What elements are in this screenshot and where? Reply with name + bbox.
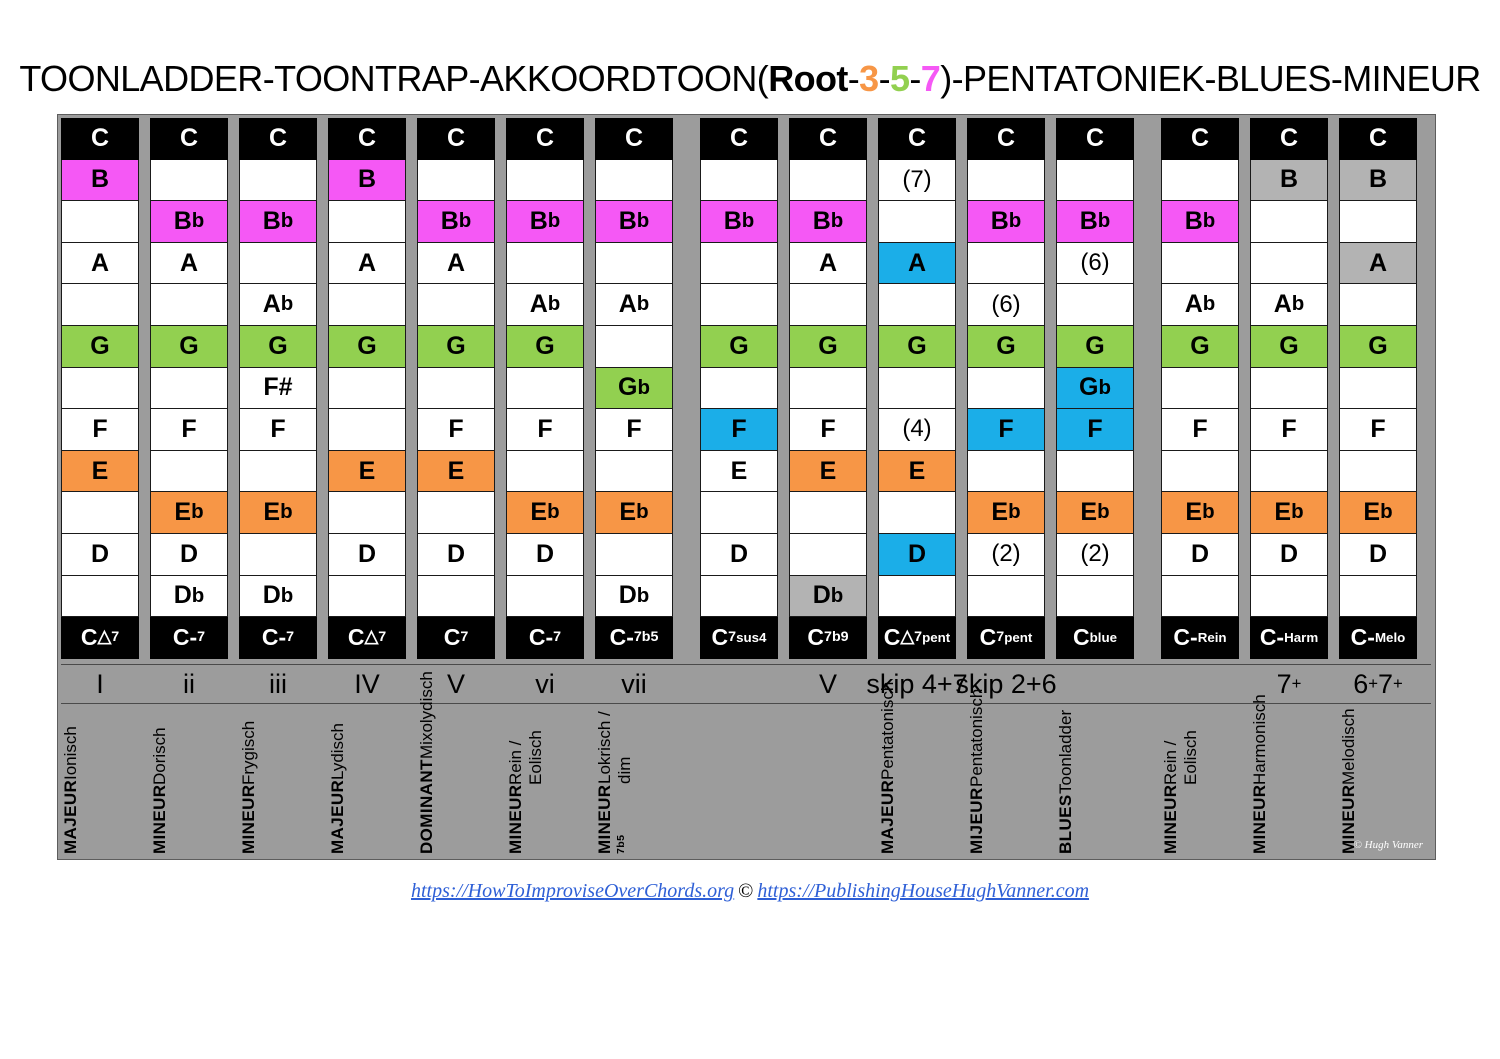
note-cell-Gb	[506, 368, 584, 410]
note-cell-E: E	[789, 451, 867, 493]
note-cell-D: D	[61, 534, 139, 576]
note-cell-F: F	[1250, 409, 1328, 451]
note-cell-F	[328, 409, 406, 451]
column-root-header: C	[239, 118, 317, 160]
scale-column-2	[150, 118, 228, 661]
note-cell-Gb: G b	[1056, 368, 1134, 410]
title-degree-5: 5	[889, 58, 910, 99]
title-dash-1: -	[847, 58, 860, 99]
note-cell-Eb	[789, 492, 867, 534]
note-cell-Db: D b	[595, 576, 673, 618]
column-root-header: C	[417, 118, 495, 160]
scale-column-3	[239, 118, 317, 661]
scale-column-5	[417, 118, 495, 661]
legend-column-11	[967, 689, 1056, 854]
note-cell-Bb: B b	[595, 201, 673, 243]
note-cell-Eb: E b	[150, 492, 228, 534]
scale-column-9	[789, 118, 867, 661]
note-cell-Db	[328, 576, 406, 618]
note-cell-F: F	[61, 409, 139, 451]
note-cell-Bb: B b	[1161, 201, 1239, 243]
note-cell-A: A	[61, 243, 139, 285]
chord-label: C- Harm	[1250, 617, 1328, 659]
note-cell-Db: D b	[150, 576, 228, 618]
note-cell-A	[1161, 243, 1239, 285]
note-cell-G	[595, 326, 673, 368]
note-cell-E	[1250, 451, 1328, 493]
legend-mode-name: Pentatonisch	[967, 689, 986, 788]
note-cell-Eb: E b	[1250, 492, 1328, 534]
note-cell-Eb	[417, 492, 495, 534]
title-root: Root	[768, 58, 848, 99]
roman-numeral-2: ii	[183, 668, 195, 699]
chord-label: C 7b9	[789, 617, 867, 659]
roman-numeral-5: V	[446, 668, 465, 699]
legend-mode-name: Mixolydisch	[417, 671, 436, 760]
note-cell-Eb	[328, 492, 406, 534]
note-cell-E	[506, 451, 584, 493]
note-cell-B: B	[1250, 160, 1328, 202]
chord-label: C- 7	[239, 617, 317, 659]
note-cell-F: F	[700, 409, 778, 451]
note-cell-Ab	[417, 284, 495, 326]
note-cell-Bb: B b	[239, 201, 317, 243]
note-cell-A	[506, 243, 584, 285]
panel-copyright: © Hugh Vanner	[1353, 839, 1423, 851]
note-cell-Ab: A b	[595, 284, 673, 326]
note-cell-E	[239, 451, 317, 493]
note-cell-Db	[1339, 576, 1417, 618]
note-cell-Ab: A b	[1161, 284, 1239, 326]
link-howtoimprovise[interactable]: https://HowToImproviseOverChords.org	[410, 880, 735, 902]
legend-mode-name: Harmonisch	[1250, 693, 1269, 785]
note-cell-B	[506, 160, 584, 202]
note-cell-Eb: E b	[595, 492, 673, 534]
legend-mode-name: Melodisch	[1339, 707, 1358, 785]
note-cell-Db: D b	[789, 576, 867, 618]
note-cell-D: D	[878, 534, 956, 576]
note-cell-G: G	[789, 326, 867, 368]
note-cell-Gb	[967, 368, 1045, 410]
roman-numeral-11: skip 2+6	[955, 668, 1057, 699]
note-cell-Ab	[1056, 284, 1134, 326]
note-cell-Gb	[61, 368, 139, 410]
note-cell-F: F	[967, 409, 1045, 451]
note-cell-Db	[506, 576, 584, 618]
note-cell-D: D	[1161, 534, 1239, 576]
note-cell-D: D	[417, 534, 495, 576]
legend-column-12	[1056, 704, 1145, 854]
legend-column-6	[506, 704, 595, 854]
note-cell-F: (4)	[878, 409, 956, 451]
note-cell-F: F	[1339, 409, 1417, 451]
legend-column-2	[150, 704, 239, 854]
note-cell-Eb: E b	[1161, 492, 1239, 534]
note-cell-Bb	[328, 201, 406, 243]
note-cell-D: D	[328, 534, 406, 576]
note-cell-D: D	[1250, 534, 1328, 576]
note-cell-G: G	[150, 326, 228, 368]
chord-label: C- Melo	[1339, 617, 1417, 659]
note-cell-Bb	[878, 201, 956, 243]
note-cell-Eb: E b	[1056, 492, 1134, 534]
note-cell-Bb	[1339, 201, 1417, 243]
note-cell-Ab	[328, 284, 406, 326]
note-cell-G: G	[1250, 326, 1328, 368]
note-cell-Eb: E b	[239, 492, 317, 534]
note-cell-B: B	[61, 160, 139, 202]
note-cell-Eb: E b	[967, 492, 1045, 534]
scale-column-6	[506, 118, 584, 661]
note-cell-Bb	[1250, 201, 1328, 243]
legend-category: MINEUR	[239, 784, 258, 854]
note-cell-E	[1161, 451, 1239, 493]
chord-label: C 7 pent	[967, 617, 1045, 659]
scale-column-10	[878, 118, 956, 661]
link-publishinghouse[interactable]: https://PublishingHouseHughVanner.com	[757, 880, 1090, 902]
note-cell-Db	[1161, 576, 1239, 618]
scale-column-15	[1339, 118, 1417, 661]
note-cell-F: F	[595, 409, 673, 451]
legend-mode-name: Rein / Eolisch	[506, 729, 545, 785]
scale-column-12	[1056, 118, 1134, 661]
note-cell-B	[789, 160, 867, 202]
note-cell-D: D	[1339, 534, 1417, 576]
scale-column-4	[328, 118, 406, 661]
roman-numeral-3: iii	[269, 668, 287, 699]
note-cell-Eb: E b	[1339, 492, 1417, 534]
note-cell-B	[239, 160, 317, 202]
note-cell-B	[700, 160, 778, 202]
copyright-symbol: ©	[738, 880, 754, 902]
note-cell-F: F	[789, 409, 867, 451]
note-cell-Db	[700, 576, 778, 618]
roman-numeral-6: vi	[535, 668, 555, 699]
note-cell-F: F	[239, 409, 317, 451]
note-cell-D	[239, 534, 317, 576]
chord-label: C- 7b5	[595, 617, 673, 659]
column-root-header: C	[878, 118, 956, 160]
note-cell-F: F	[417, 409, 495, 451]
note-cell-D: (2)	[1056, 534, 1134, 576]
note-cell-A	[1250, 243, 1328, 285]
legend-category: MINEUR	[1161, 784, 1180, 854]
title-dash-3: -	[909, 58, 921, 99]
note-cell-Ab	[878, 284, 956, 326]
note-cell-B	[417, 160, 495, 202]
note-cell-B	[1161, 160, 1239, 202]
column-root-header: C	[506, 118, 584, 160]
note-cell-A: A	[328, 243, 406, 285]
legend-column-4	[328, 704, 417, 854]
note-cell-A: A	[878, 243, 956, 285]
note-cell-Db	[878, 576, 956, 618]
note-cell-Ab: (6)	[967, 284, 1045, 326]
note-cell-A	[700, 243, 778, 285]
note-cell-E: E	[878, 451, 956, 493]
scale-column-1	[61, 118, 139, 661]
note-cell-Bb: B b	[700, 201, 778, 243]
note-cell-Ab: A b	[1250, 284, 1328, 326]
chord-label: C △ 7	[61, 617, 139, 659]
legend-category: MINEUR	[1250, 784, 1269, 854]
scale-chart-panel	[57, 114, 1436, 860]
scale-columns	[61, 118, 1428, 661]
note-cell-Ab: A b	[239, 284, 317, 326]
column-root-header: C	[1250, 118, 1328, 160]
legend-column-7	[595, 704, 684, 854]
note-cell-Ab	[150, 284, 228, 326]
roman-numeral-1: I	[96, 668, 104, 699]
note-cell-G: G	[417, 326, 495, 368]
legend-column-3	[239, 704, 328, 854]
note-cell-Eb	[61, 492, 139, 534]
title-part1: TOONLADDER-TOONTRAP-AKKOORDTOON(	[19, 58, 769, 99]
chord-label: C- Rein	[1161, 617, 1239, 659]
note-cell-Eb	[878, 492, 956, 534]
note-cell-E	[967, 451, 1045, 493]
legend-category: MINEUR	[1339, 784, 1358, 854]
note-cell-G: G	[1161, 326, 1239, 368]
note-cell-Bb: B b	[417, 201, 495, 243]
note-cell-F: F	[150, 409, 228, 451]
column-root-header: C	[967, 118, 1045, 160]
note-cell-D: (2)	[967, 534, 1045, 576]
note-cell-E: E	[417, 451, 495, 493]
legend-mode-name: Rein / Eolisch	[1161, 729, 1200, 785]
note-cell-B	[1056, 160, 1134, 202]
note-cell-Ab	[700, 284, 778, 326]
roman-numeral-14: 7 +	[1276, 668, 1302, 699]
title-part2: )-PENTATONIEK-BLUES-MINEUR	[940, 58, 1481, 99]
legend-mode-name: Ionisch	[61, 725, 80, 780]
note-cell-G: G	[239, 326, 317, 368]
legend-mode-name: Frygisch	[239, 720, 258, 785]
note-cell-Db	[417, 576, 495, 618]
legend-category: MINEUR $^{7b5}$	[595, 784, 627, 854]
note-cell-D: D	[506, 534, 584, 576]
note-cell-Bb: B b	[150, 201, 228, 243]
scale-column-7	[595, 118, 673, 661]
note-cell-Gb: F#	[239, 368, 317, 410]
legend-mode-name: Lokrisch / dim	[595, 711, 634, 785]
column-root-header: C	[595, 118, 673, 160]
column-root-header: C	[1056, 118, 1134, 160]
note-cell-Db	[967, 576, 1045, 618]
title-degree-7: 7	[920, 58, 941, 99]
note-cell-F: F	[506, 409, 584, 451]
note-cell-Gb	[878, 368, 956, 410]
legend-category: MIJEUR	[967, 787, 986, 854]
chord-label: C △ 7 pent	[878, 617, 956, 659]
note-cell-G: G	[1339, 326, 1417, 368]
note-cell-G: G	[1056, 326, 1134, 368]
note-cell-D	[789, 534, 867, 576]
note-cell-A: (6)	[1056, 243, 1134, 285]
legend-mode-name: Toonladder	[1056, 710, 1075, 795]
note-cell-G: G	[967, 326, 1045, 368]
scale-column-14	[1250, 118, 1328, 661]
note-cell-Gb	[1161, 368, 1239, 410]
legend-category: MAJEUR	[878, 779, 897, 854]
chord-label: C 7 sus4	[700, 617, 778, 659]
column-root-header: C	[61, 118, 139, 160]
legend-category: MINEUR	[506, 784, 525, 854]
legend-column-5	[417, 671, 506, 854]
footer-links	[0, 880, 1500, 903]
legend-category: MAJEUR	[328, 779, 347, 854]
note-cell-E: E	[328, 451, 406, 493]
note-cell-Ab	[1339, 284, 1417, 326]
note-cell-Db	[1056, 576, 1134, 618]
page-title	[0, 58, 1500, 100]
chord-label: C blue	[1056, 617, 1134, 659]
scale-column-8	[700, 118, 778, 661]
legend-category: DOMINANT	[417, 759, 436, 854]
legend-mode-name: Lydisch	[328, 722, 347, 780]
legend-column-15	[1339, 704, 1428, 854]
note-cell-B: (7)	[878, 160, 956, 202]
roman-numeral-4: IV	[354, 668, 380, 699]
note-cell-Gb	[789, 368, 867, 410]
note-cell-Gb	[1339, 368, 1417, 410]
note-cell-F: F	[1161, 409, 1239, 451]
note-cell-B: B	[328, 160, 406, 202]
scale-column-13	[1161, 118, 1239, 661]
chord-label: C 7	[417, 617, 495, 659]
note-cell-B	[595, 160, 673, 202]
note-cell-Gb	[1250, 368, 1328, 410]
note-cell-A: A	[150, 243, 228, 285]
note-cell-Eb	[700, 492, 778, 534]
note-cell-Ab	[789, 284, 867, 326]
note-cell-Gb	[417, 368, 495, 410]
note-cell-Eb: E b	[506, 492, 584, 534]
note-cell-Db	[61, 576, 139, 618]
note-cell-E	[1056, 451, 1134, 493]
column-root-header: C	[789, 118, 867, 160]
roman-numeral-10: skip 4+7	[866, 668, 968, 699]
roman-numeral-row	[61, 664, 1431, 704]
legend-column-1	[61, 704, 150, 854]
note-cell-Db	[1250, 576, 1328, 618]
note-cell-E	[1339, 451, 1417, 493]
note-cell-D: D	[150, 534, 228, 576]
column-root-header: C	[700, 118, 778, 160]
note-cell-A	[595, 243, 673, 285]
note-cell-Gb	[150, 368, 228, 410]
note-cell-Bb	[61, 201, 139, 243]
note-cell-Gb	[700, 368, 778, 410]
note-cell-G: G	[61, 326, 139, 368]
note-cell-A: A	[789, 243, 867, 285]
legend-column-14	[1250, 693, 1339, 854]
note-cell-G: G	[878, 326, 956, 368]
note-cell-E	[595, 451, 673, 493]
scale-column-11	[967, 118, 1045, 661]
note-cell-D	[595, 534, 673, 576]
column-root-header: C	[150, 118, 228, 160]
note-cell-G: G	[328, 326, 406, 368]
note-cell-G: G	[506, 326, 584, 368]
legend-mode-name: Pentatonisch	[878, 681, 897, 780]
note-cell-B	[967, 160, 1045, 202]
legend-category: BLUES	[1056, 794, 1075, 854]
note-cell-Bb: B b	[506, 201, 584, 243]
note-cell-Bb: B b	[967, 201, 1045, 243]
note-cell-F: F	[1056, 409, 1134, 451]
roman-numeral-15: 6 + 7 +	[1353, 668, 1403, 699]
note-cell-B: B	[1339, 160, 1417, 202]
legend-mode-name: Dorisch	[150, 726, 169, 785]
chord-label: C- 7	[506, 617, 584, 659]
legend-category: MINEUR	[150, 784, 169, 854]
note-cell-E: E	[61, 451, 139, 493]
note-cell-A	[967, 243, 1045, 285]
roman-numeral-9: V	[818, 668, 837, 699]
note-cell-G: G	[700, 326, 778, 368]
title-degree-3: 3	[859, 58, 879, 99]
note-cell-Ab: A b	[506, 284, 584, 326]
roman-numeral-7: vii	[621, 668, 647, 699]
chord-label: C- 7	[150, 617, 228, 659]
note-cell-Gb: G b	[595, 368, 673, 410]
note-cell-D: D	[700, 534, 778, 576]
column-root-header: C	[1339, 118, 1417, 160]
title-dash-2: -	[878, 58, 890, 99]
note-cell-A: A	[417, 243, 495, 285]
note-cell-E	[150, 451, 228, 493]
note-cell-A: A	[1339, 243, 1417, 285]
note-cell-E: E	[700, 451, 778, 493]
legend-category: MAJEUR	[61, 779, 80, 854]
note-cell-A	[239, 243, 317, 285]
note-cell-B	[150, 160, 228, 202]
chord-label: C △ 7	[328, 617, 406, 659]
note-cell-Bb: B b	[1056, 201, 1134, 243]
legend-column-13	[1161, 704, 1250, 854]
note-cell-Ab	[61, 284, 139, 326]
column-root-header: C	[328, 118, 406, 160]
note-cell-Bb: B b	[789, 201, 867, 243]
note-cell-Gb	[328, 368, 406, 410]
note-cell-Db: D b	[239, 576, 317, 618]
column-root-header: C	[1161, 118, 1239, 160]
